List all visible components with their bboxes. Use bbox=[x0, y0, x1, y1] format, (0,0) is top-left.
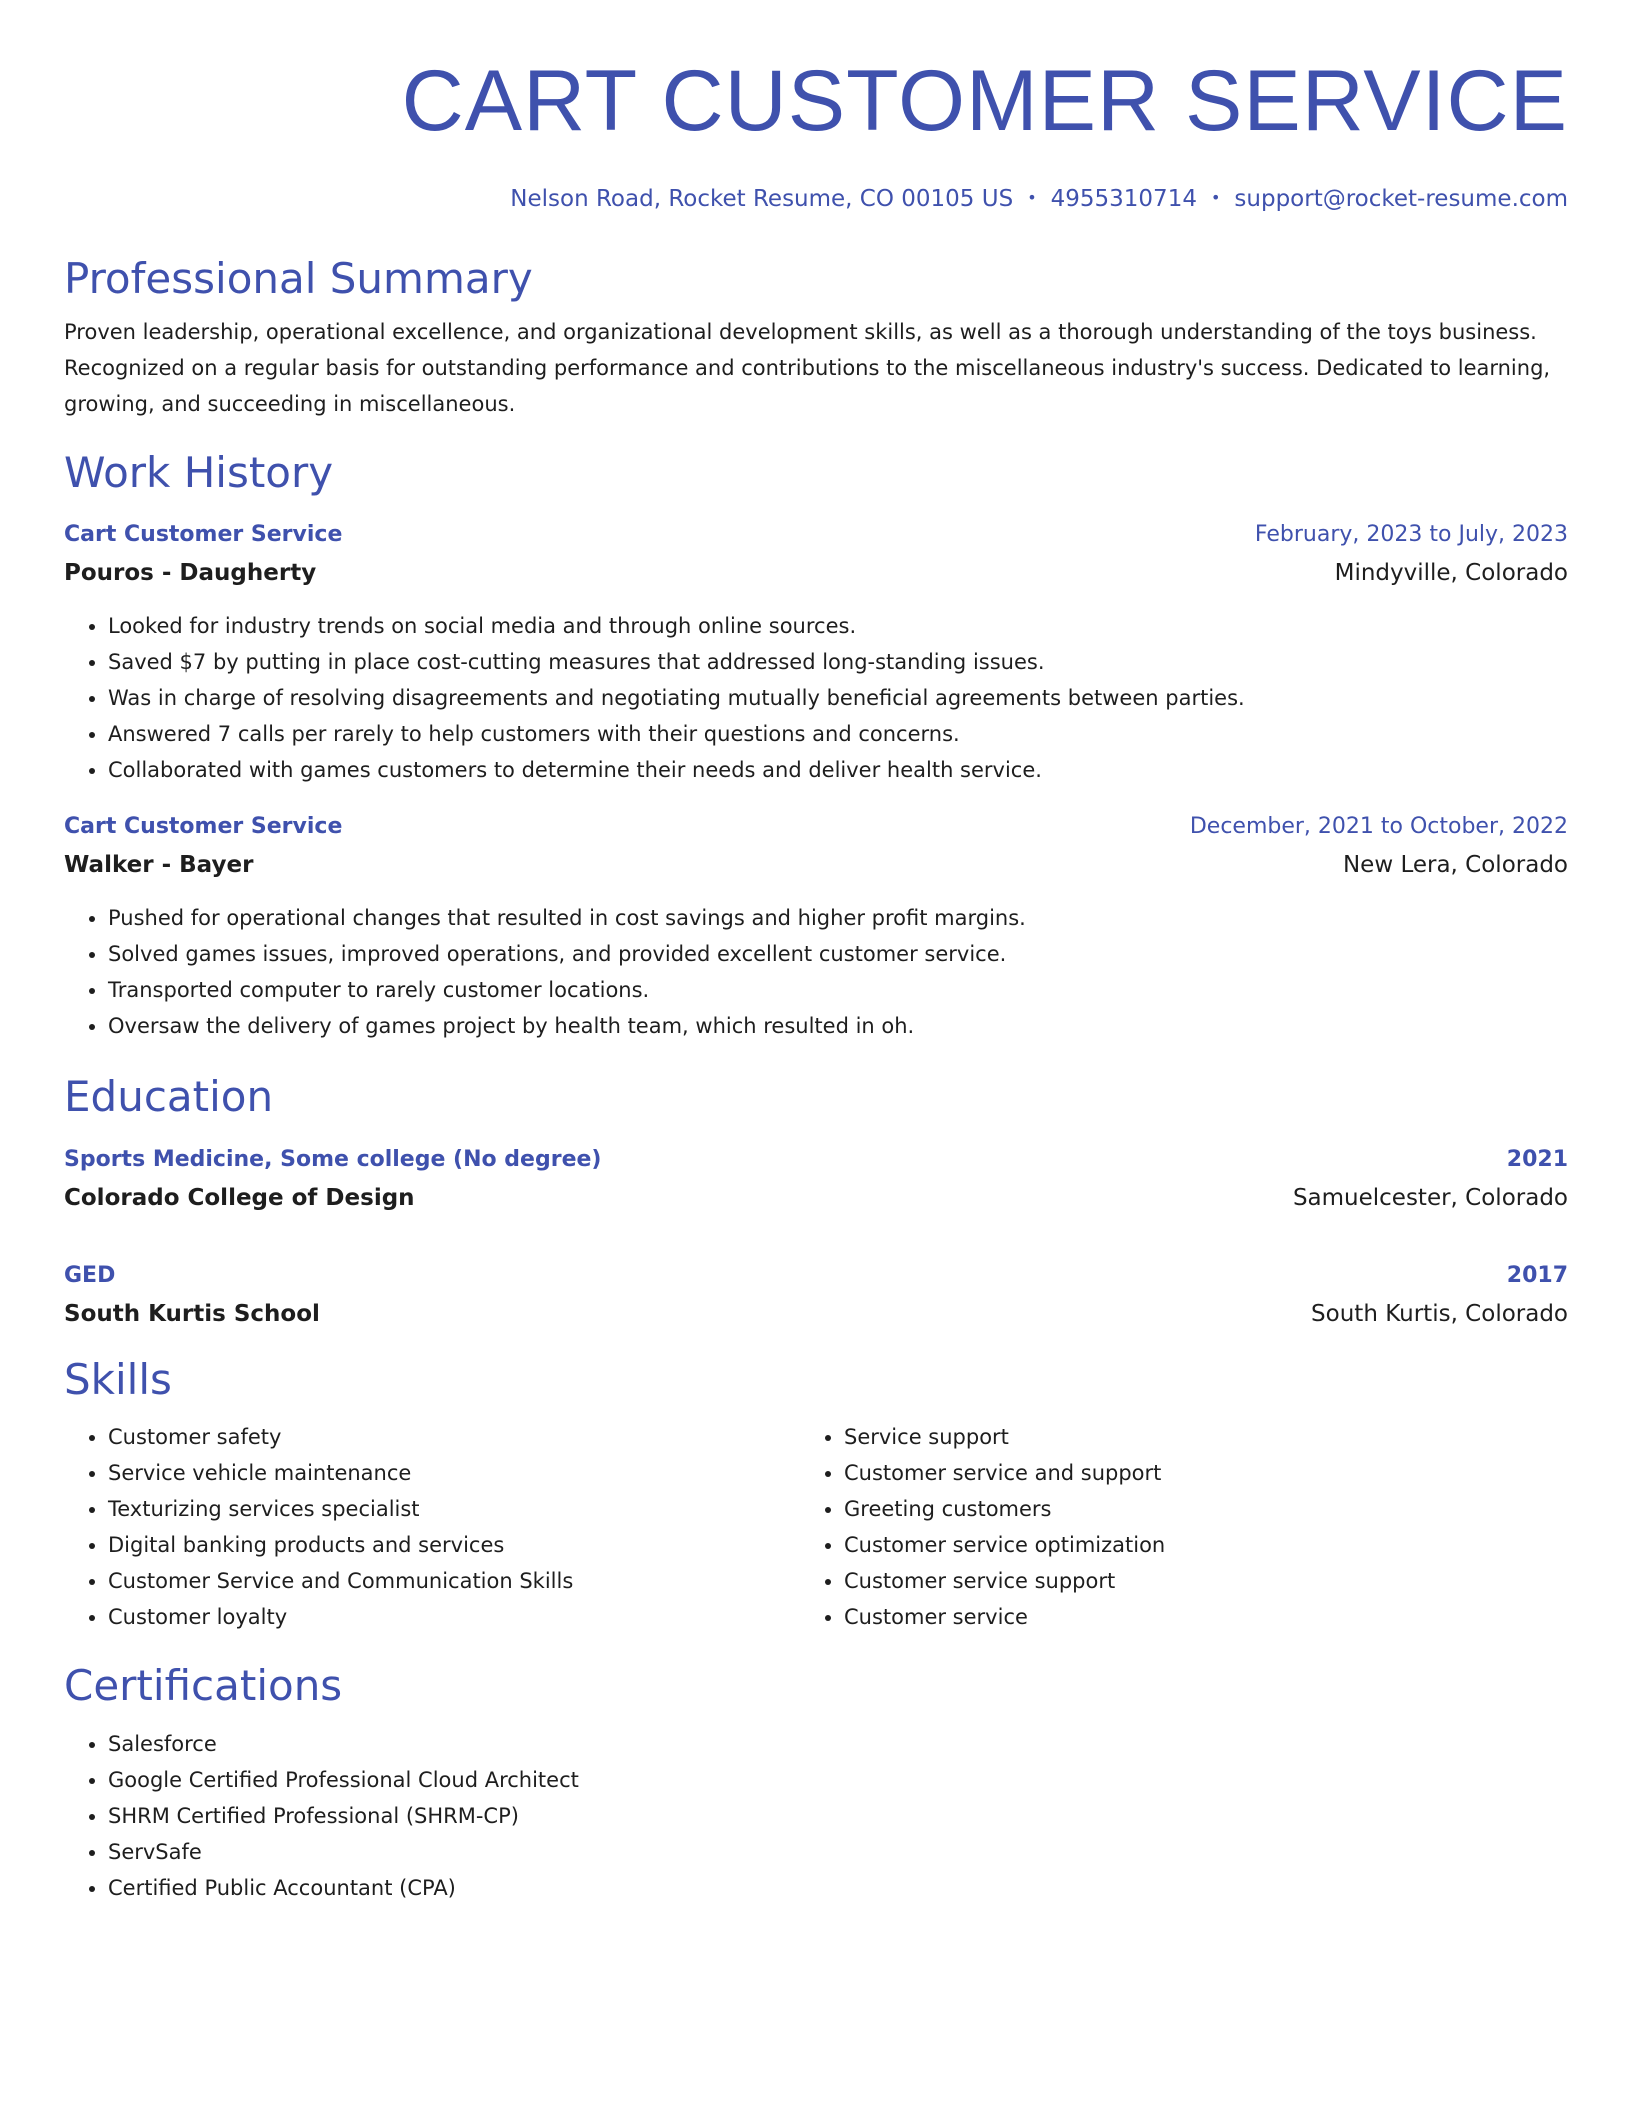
list-item: • Saved $7 by putting in place cost-cutting measures that addressed long-standing issues. bbox=[108, 644, 1568, 680]
school-name: Colorado College of Design bbox=[64, 1184, 415, 1211]
list-item: • SHRM Certified Professional (SHRM-CP) bbox=[108, 1798, 1568, 1834]
skills-list-left bbox=[64, 1419, 800, 1635]
contact-email: support@rocket-resume.com bbox=[1234, 186, 1568, 212]
job-bullets bbox=[64, 608, 1568, 788]
list-item: • Salesforce bbox=[108, 1726, 1568, 1762]
list-item: • Oversaw the delivery of games project by health team, which resulted in oh. bbox=[108, 1008, 1568, 1044]
list-item: • Pushed for operational changes that resulted in cost savings and higher profit margins. bbox=[108, 900, 1568, 936]
list-item: • Service support bbox=[844, 1419, 1536, 1455]
job-company: Walker - Bayer bbox=[64, 852, 254, 879]
list-item: • Customer service support bbox=[844, 1563, 1536, 1599]
job-entry bbox=[64, 808, 1568, 1044]
list-item: • Customer service and support bbox=[844, 1455, 1536, 1491]
list-item: • Texturizing services specialist bbox=[108, 1491, 800, 1527]
job-bullets bbox=[64, 900, 1568, 1044]
skills-heading: Skills bbox=[64, 1354, 172, 1404]
bullet-separator-icon: • bbox=[1027, 188, 1037, 207]
list-item: • Greeting customers bbox=[844, 1491, 1536, 1527]
list-item: • ServSafe bbox=[108, 1834, 1568, 1870]
school-location: South Kurtis, Colorado bbox=[1311, 1300, 1568, 1327]
list-item: • Collaborated with games customers to determine their needs and deliver health service. bbox=[108, 752, 1568, 788]
certifications-list bbox=[64, 1726, 1568, 1906]
list-item: • Digital banking products and services bbox=[108, 1527, 800, 1563]
job-title: Cart Customer Service bbox=[64, 522, 343, 548]
school-name: South Kurtis School bbox=[64, 1300, 320, 1327]
list-item: • Google Certified Professional Cloud Architect bbox=[108, 1762, 1568, 1798]
certifications-heading: Certifications bbox=[64, 1661, 343, 1711]
list-item: • Customer Service and Communication Skills bbox=[108, 1563, 800, 1599]
work-history-heading: Work History bbox=[64, 447, 334, 497]
list-item: • Customer safety bbox=[108, 1419, 800, 1455]
list-item: • Solved games issues, improved operations, and provided excellent customer service. bbox=[108, 936, 1568, 972]
list-item: • Looked for industry trends on social media and through online sources. bbox=[108, 608, 1568, 644]
list-item: • Was in charge of resolving disagreements and negotiating mutually beneficial agreements between parties. bbox=[108, 680, 1568, 716]
job-dates: February, 2023 to July, 2023 bbox=[1254, 522, 1568, 548]
list-item: • Certified Public Accountant (CPA) bbox=[108, 1870, 1568, 1906]
skills-columns bbox=[64, 1419, 1568, 1635]
education-heading: Education bbox=[64, 1072, 274, 1122]
education-entry bbox=[64, 1257, 1568, 1333]
job-location: New Lera, Colorado bbox=[1342, 852, 1568, 879]
school-location: Samuelcester, Colorado bbox=[1292, 1184, 1568, 1211]
degree: GED bbox=[64, 1262, 116, 1288]
skills-list-right bbox=[800, 1419, 1536, 1635]
list-item: • Customer service optimization bbox=[844, 1527, 1536, 1563]
contact-line bbox=[64, 186, 1568, 214]
job-dates: December, 2021 to October, 2022 bbox=[1189, 814, 1568, 840]
list-item: • Service vehicle maintenance bbox=[108, 1455, 800, 1491]
education-entry bbox=[64, 1141, 1568, 1217]
list-item: • Customer service bbox=[844, 1599, 1536, 1635]
candidate-name: CART CUSTOMER SERVICE bbox=[401, 53, 1568, 149]
summary-text: Proven leadership, operational excellence, and organizational development skills, as well as a thorough understanding of the toys business. Recognized on a regular basis for outstanding performance and contributions to the miscellaneous industry's success. Dedicated to learning, growing, and succeeding in miscellaneous. bbox=[64, 319, 1551, 416]
job-title: Cart Customer Service bbox=[64, 814, 343, 840]
job-company: Pouros - Daugherty bbox=[64, 560, 317, 587]
graduation-year: 2017 bbox=[1506, 1262, 1568, 1288]
contact-address: Nelson Road, Rocket Resume, CO 00105 US bbox=[510, 186, 1014, 212]
job-entry bbox=[64, 516, 1568, 788]
graduation-year: 2021 bbox=[1506, 1146, 1568, 1172]
list-item: • Answered 7 calls per rarely to help customers with their questions and concerns. bbox=[108, 716, 1568, 752]
job-location: Mindyville, Colorado bbox=[1334, 560, 1568, 587]
bullet-separator-icon: • bbox=[1210, 188, 1221, 207]
list-item: • Customer loyalty bbox=[108, 1599, 800, 1635]
summary-heading: Professional Summary bbox=[64, 253, 533, 303]
degree: Sports Medicine, Some college (No degree) bbox=[64, 1146, 602, 1172]
list-item: • Transported computer to rarely customer locations. bbox=[108, 972, 1568, 1008]
contact-phone: 4955310714 bbox=[1050, 186, 1197, 212]
